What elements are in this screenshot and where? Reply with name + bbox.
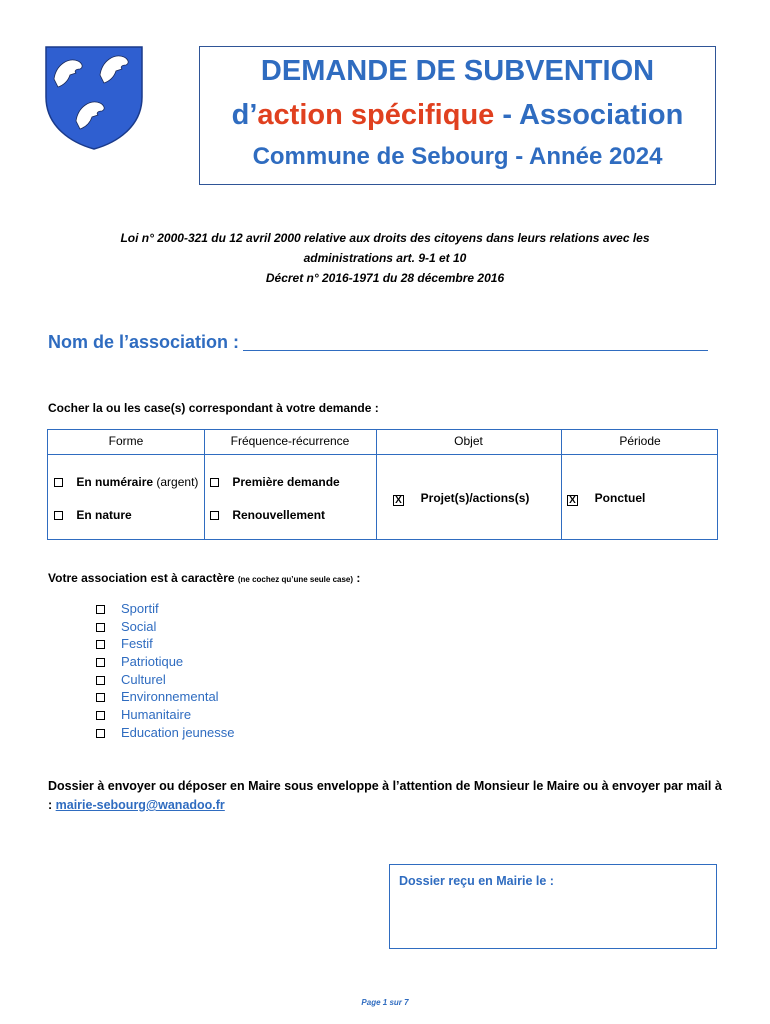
option-label: Festif xyxy=(121,636,153,652)
law-line-2: administrations art. 9-1 et 10 xyxy=(303,251,467,265)
option-premiere-demande[interactable] xyxy=(210,475,340,489)
checkbox-icon[interactable] xyxy=(96,676,105,685)
option-label: Environnemental xyxy=(121,689,219,705)
title-box xyxy=(199,46,716,185)
email-link[interactable]: mairie-sebourg@wanadoo.fr xyxy=(55,798,225,812)
dossier-instructions xyxy=(48,777,728,815)
checkbox-icon[interactable] xyxy=(54,478,63,487)
page-number: Page 1 sur 7 xyxy=(361,998,409,1007)
checkbox-icon[interactable] xyxy=(96,693,105,702)
title-highlight: action spécifique xyxy=(257,99,495,131)
option-label: Première demande xyxy=(232,475,340,489)
option-nature[interactable] xyxy=(54,508,132,522)
caractere-note: (ne cochez qu’une seule case) xyxy=(237,575,354,584)
checked-box-icon[interactable]: X xyxy=(393,495,404,506)
option-humanitaire[interactable] xyxy=(96,707,234,725)
checkbox-icon[interactable] xyxy=(96,711,105,720)
header-periode: Période xyxy=(619,434,661,448)
option-ponctuel[interactable] xyxy=(567,491,645,506)
checked-box-icon[interactable]: X xyxy=(567,495,578,506)
law-reference xyxy=(40,228,730,288)
law-line-1: Loi n° 2000-321 du 12 avril 2000 relative aux droits des citoyens dans leurs relations avec les xyxy=(120,231,650,245)
checkbox-icon[interactable] xyxy=(96,658,105,667)
option-label: Projet(s)/actions(s) xyxy=(420,491,530,505)
header-forme: Forme xyxy=(108,434,144,448)
checkbox-icon[interactable] xyxy=(210,478,219,487)
association-name-label: Nom de l’association : xyxy=(48,332,240,352)
option-sportif[interactable] xyxy=(96,601,234,619)
option-festif[interactable] xyxy=(96,636,234,654)
option-label: En numéraire xyxy=(76,475,154,489)
option-label: Renouvellement xyxy=(232,508,326,522)
checkbox-icon[interactable] xyxy=(96,605,105,614)
caractere-suffix: : xyxy=(353,571,361,585)
dossier-text: Dossier à envoyer ou déposer en Maire sous enveloppe à l’attention de Monsieur le Maire ou à envoyer par mail à : xyxy=(48,779,722,812)
option-label: Ponctuel xyxy=(594,491,646,505)
recu-label: Dossier reçu en Mairie le : xyxy=(399,874,554,888)
option-patriotique[interactable] xyxy=(96,654,234,672)
header-frequence: Fréquence-récurrence xyxy=(230,434,350,448)
checkbox-icon[interactable] xyxy=(96,623,105,632)
option-social[interactable] xyxy=(96,619,234,637)
checkbox-icon[interactable] xyxy=(54,511,63,520)
title-prefix: d’ xyxy=(231,99,258,131)
checkbox-icon[interactable] xyxy=(96,640,105,649)
caractere-options xyxy=(96,601,234,743)
title-line-1: DEMANDE DE SUBVENTION xyxy=(260,55,655,87)
title-suffix: - Association xyxy=(494,99,684,131)
title-line-2 xyxy=(200,99,715,132)
header-objet: Objet xyxy=(454,434,483,448)
caractere-text: Votre association est à caractère xyxy=(48,571,238,585)
option-environnemental[interactable] xyxy=(96,689,234,707)
law-line-3: Décret n° 2016-1971 du 28 décembre 2016 xyxy=(265,271,505,285)
title-line-3: Commune de Sebourg - Année 2024 xyxy=(252,143,663,170)
option-label: Humanitaire xyxy=(121,707,192,723)
option-label: Sportif xyxy=(121,601,159,616)
option-note: (argent) xyxy=(153,475,199,489)
caractere-label xyxy=(48,571,360,585)
checkbox-icon[interactable] xyxy=(96,729,105,738)
option-projets-actions[interactable] xyxy=(393,491,529,506)
request-table xyxy=(47,429,718,540)
option-label: En nature xyxy=(76,508,132,522)
recu-box xyxy=(389,864,717,949)
option-label: Social xyxy=(121,618,157,634)
option-label: Education jeunesse xyxy=(121,724,235,740)
instruction-text: Cocher la ou les case(s) correspondant à votre demande : xyxy=(48,401,379,415)
option-education-jeunesse[interactable] xyxy=(96,725,234,743)
option-numeraire[interactable] xyxy=(54,475,198,489)
option-label: Patriotique xyxy=(121,654,184,670)
option-culturel[interactable] xyxy=(96,672,234,690)
association-name-field[interactable] xyxy=(243,350,708,351)
checkbox-icon[interactable] xyxy=(210,511,219,520)
option-renouvellement[interactable] xyxy=(210,508,325,522)
option-label: Culturel xyxy=(121,671,166,687)
coat-of-arms-icon xyxy=(44,45,144,150)
